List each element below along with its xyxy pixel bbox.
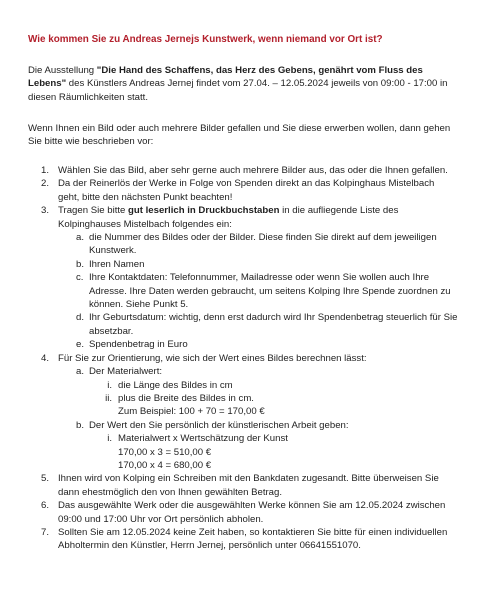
instructions-intro: Wenn Ihnen ein Bild oder auch mehrere Bilder gefallen und Sie diese erwerben wollen, dann gehen Sie bitte wie beschrieben vor: (28, 123, 451, 148)
step-2 (28, 177, 458, 204)
step-number: 4. (41, 352, 50, 364)
step-text: Für Sie zur Orientierung, wie sich der Wert eines Bildes berechnen lässt: (58, 352, 367, 364)
substep-text: Der Materialwert: (89, 366, 163, 378)
substep-label: a. (76, 366, 85, 378)
roman-text: plus die Breite des Bildes in cm. (118, 392, 254, 404)
substep-3e (58, 338, 458, 351)
substep-label: a. (76, 232, 85, 244)
substep-3d (58, 311, 458, 338)
step-6 (28, 499, 458, 526)
step-number: 3. (41, 205, 50, 217)
substep-label: d. (76, 312, 85, 324)
intro-text-pre: Die Ausstellung (28, 65, 97, 76)
substep-text: Ihr Geburtsdatum: wichtig, denn erst dadurch wird Ihr Spendenbetrag steuerlich für Sie absetzbar. (89, 312, 458, 337)
step-3 (28, 204, 458, 351)
substep-label: c. (76, 272, 84, 284)
step-1 (28, 164, 458, 177)
substep-label: e. (76, 339, 85, 351)
step-number: 1. (41, 165, 50, 176)
substep-4a (58, 365, 458, 378)
roman-label: i. (107, 433, 112, 445)
substep-4b (58, 419, 458, 432)
step-number: 7. (41, 526, 50, 538)
roman-label: ii. (105, 392, 112, 404)
substep-text: die Nummer des Bildes oder der Bilder. Diese finden Sie direkt auf dem jeweiligen Kunstwerk. (89, 232, 437, 257)
substep-text: Spendenbetrag in Euro (89, 339, 188, 351)
substep-label: b. (76, 419, 85, 431)
step-text: Sollten Sie am 12.05.2024 keine Zeit haben, so kontaktieren Sie bitte für einen individuellen Abholtermin den Künstler, Herrn Jernej, persönlich unter 06641551070. (58, 526, 448, 552)
step-text: Ihnen wird von Kolping ein Schreiben mit den Bankdaten zugesandt. Bitte überweisen Sie dann ehestmöglich den von Ihnen gewählten Betrag. (58, 473, 439, 498)
step-7 (28, 526, 458, 553)
intro-text-post: des Künstlers Andreas Jernej findet vom 27.04. – 12.05.2024 jeweils von 09:00 - 17:00 in diesen Räumlichkeiten statt. (28, 78, 448, 103)
calculation-line: 170,00 x 3 = 510,00 € (118, 446, 212, 458)
step-text: Das ausgewählte Werk oder die ausgewählten Werke können Sie am 12.05.2024 zwischen 09:00 und 17:00 Uhr vor Ort persönlich abholen. (58, 500, 446, 525)
substep-3c (58, 271, 458, 311)
document-heading: Wie kommen Sie zu Andreas Jernejs Kunstwerk, wenn niemand vor Ort ist? (28, 34, 383, 45)
step-5 (28, 472, 458, 499)
step-text-bold: gut leserlich in Druckbuchstaben (128, 205, 280, 217)
substep-4b-i (89, 432, 458, 472)
substep-3b (58, 258, 458, 271)
step-number: 2. (41, 178, 50, 190)
substep-text: Der Wert den Sie persönlich der künstlerischen Arbeit geben: (89, 419, 349, 431)
step-text: Da der Reinerlös der Werke in Folge von Spenden direkt an das Kolpinghaus Mistelbach geht, bitte den nächsten Punkt beachten! (58, 178, 435, 203)
substep-4a-i (89, 379, 458, 392)
step-number: 6. (41, 500, 50, 512)
substep-4a-ii (89, 392, 458, 419)
steps-list (28, 164, 458, 553)
step-text (58, 204, 458, 231)
substep-text: Ihren Namen (89, 258, 145, 270)
intro-paragraph (28, 64, 453, 104)
step-text-pre: Tragen Sie bitte (58, 205, 129, 217)
step-number: 5. (41, 473, 50, 485)
substep-label: b. (76, 258, 85, 270)
roman-text: Materialwert x Wertschätzung der Kunst (118, 433, 288, 445)
substep-3a (58, 231, 458, 258)
step-4 (28, 352, 458, 473)
calculation-example: Zum Beispiel: 100 + 70 = 170,00 € (118, 406, 265, 418)
roman-text: die Länge des Bildes in cm (118, 379, 233, 391)
calculation-line: 170,00 x 4 = 680,00 € (118, 459, 212, 471)
step-text: Wählen Sie das Bild, aber sehr gerne auch mehrere Bilder aus, das oder die Ihnen gefallen. (58, 165, 448, 176)
step-text-post: in die aufliegende Liste des Kolpinghauses Mistelbach folgendes ein: (58, 205, 399, 230)
exhibition-title: "Die Hand des Schaffens, das Herz des Gebens, genährt vom Fluss des Lebens" (28, 65, 423, 90)
roman-label: i. (107, 379, 112, 391)
substep-text: Ihre Kontaktdaten: Telefonnummer, Mailadresse oder wenn Sie wollen auch Ihre Adresse. Ihre Daten werden gebraucht, um seitens Kolping Ihre Spende zuordnen zu können. Siehe Punkt 5. (89, 272, 451, 311)
